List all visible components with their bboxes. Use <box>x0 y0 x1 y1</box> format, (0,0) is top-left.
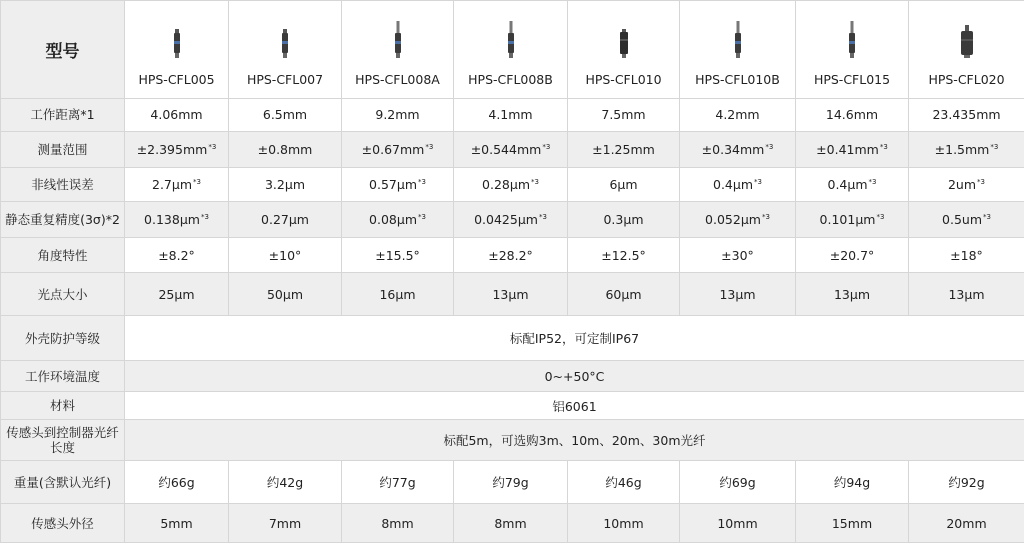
cell-value: 13μm <box>719 286 756 302</box>
table-cell <box>125 461 229 504</box>
footnote-mark: *3 <box>538 212 547 221</box>
table-cell <box>342 202 454 238</box>
model-header-hps-cfl010b <box>680 1 796 99</box>
table-cell <box>342 168 454 202</box>
cell-value: ±0.34mm <box>701 142 765 157</box>
table-cell <box>568 168 680 202</box>
table-cell <box>568 461 680 504</box>
cell-value: ±10° <box>268 247 302 263</box>
table-cell <box>229 131 342 168</box>
probe-thick-icon <box>618 29 630 62</box>
table-cell <box>796 168 909 202</box>
table-cell <box>454 504 568 543</box>
table-cell <box>342 237 454 273</box>
cell-value: 13μm <box>948 286 985 302</box>
cell-value: 14.6mm <box>825 107 879 123</box>
table-cell <box>796 237 909 273</box>
cell-value: 10mm <box>717 515 758 531</box>
table-cell <box>568 98 680 131</box>
probe-long-icon <box>506 21 516 62</box>
model-name: HPS-CFL020 <box>928 72 1005 88</box>
table-cell <box>568 131 680 168</box>
cell-value: ±2.395mm <box>136 142 208 157</box>
table-cell <box>568 202 680 238</box>
table-cell <box>909 504 1024 543</box>
footnote-mark: *3 <box>754 178 762 187</box>
table-cell <box>909 131 1024 168</box>
table-cell <box>680 202 796 238</box>
row-label: 测量范围 <box>1 131 125 168</box>
table-row <box>1 316 1024 361</box>
model-name: HPS-CFL010 <box>585 72 662 88</box>
cell-value: ±8.2° <box>158 247 195 263</box>
footnote-mark: *3 <box>200 212 209 221</box>
table-cell <box>229 504 342 543</box>
cell-value: 20mm <box>946 515 987 531</box>
merged-cell: 铝6061 <box>125 391 1024 420</box>
table-cell <box>909 98 1024 131</box>
footnote-mark: *3 <box>542 143 551 151</box>
cell-value: ±30° <box>721 247 754 263</box>
model-header-hps-cfl007 <box>229 1 342 99</box>
table-row <box>1 202 1024 238</box>
table-cell <box>229 237 342 273</box>
cell-value: 6μm <box>609 177 638 193</box>
probe-wide-icon <box>959 25 975 62</box>
model-header-hps-cfl020 <box>909 1 1024 99</box>
cell-value: 3.2μm <box>264 177 305 193</box>
footnote-mark: *3 <box>208 143 217 151</box>
cell-value: 10mm <box>603 515 644 531</box>
table-row <box>1 391 1024 420</box>
table-cell <box>680 273 796 316</box>
corner-label: 型号 <box>1 1 125 99</box>
cell-value: 9.2mm <box>375 107 420 123</box>
cell-value: 13μm <box>833 286 871 302</box>
model-header-hps-cfl010 <box>568 1 680 99</box>
merged-cell: 0~+50°C <box>125 361 1024 392</box>
model-name: HPS-CFL010B <box>695 72 780 88</box>
cell-value: 约79g <box>492 475 529 491</box>
cell-value: 约69g <box>719 475 756 491</box>
table-cell <box>680 168 796 202</box>
table-cell <box>909 273 1024 316</box>
cell-value: ±1.25mm <box>592 142 655 157</box>
cell-value: 6.5mm <box>262 107 308 123</box>
footnote-mark: *3 <box>876 212 885 221</box>
cell-value: 8mm <box>381 515 414 531</box>
cell-value: 0.4μm <box>827 177 868 193</box>
row-label: 光点大小 <box>1 273 125 316</box>
model-name: HPS-CFL008B <box>468 72 553 88</box>
cell-value: 4.2mm <box>715 107 760 123</box>
table-cell <box>229 202 342 238</box>
model-name: HPS-CFL015 <box>813 72 891 88</box>
cell-value: ±0.41mm <box>816 142 879 157</box>
table-cell <box>454 237 568 273</box>
table-cell <box>125 168 229 202</box>
row-label: 重量(含默认光纤) <box>1 461 125 504</box>
footnote-mark: *3 <box>761 212 770 221</box>
table-cell <box>796 202 909 238</box>
footnote-mark: *3 <box>418 178 426 187</box>
cell-value: 0.4μm <box>713 177 754 193</box>
footnote-mark: *3 <box>983 212 991 221</box>
probe-slim-icon <box>280 29 290 62</box>
cell-value: 5mm <box>160 515 193 531</box>
cell-value: 16μm <box>379 286 416 302</box>
table-cell <box>796 98 909 131</box>
table-cell <box>125 237 229 273</box>
table-cell <box>229 461 342 504</box>
cell-value: 0.0425μm <box>474 211 538 227</box>
model-header-hps-cfl015 <box>796 1 909 99</box>
model-name: HPS-CFL005 <box>138 72 215 88</box>
footnote-mark: *3 <box>425 143 434 151</box>
row-label: 工作距离*1 <box>1 98 125 131</box>
cell-value: ±0.67mm <box>361 142 425 157</box>
cell-value: 约94g <box>833 475 871 491</box>
table-cell <box>680 461 796 504</box>
row-label: 材料 <box>1 391 125 420</box>
table-cell <box>342 461 454 504</box>
footnote-mark: *3 <box>418 212 426 221</box>
cell-value: 7.5mm <box>601 107 646 123</box>
table-row <box>1 131 1024 168</box>
row-label: 外壳防护等级 <box>1 316 125 361</box>
cell-value: ±0.544mm <box>470 142 542 157</box>
model-header-hps-cfl008a <box>342 1 454 99</box>
table-cell <box>125 131 229 168</box>
table-cell <box>568 504 680 543</box>
cell-value: ±15.5° <box>375 247 420 263</box>
table-cell <box>454 461 568 504</box>
footnote-mark: *3 <box>531 178 539 187</box>
cell-value: 约42g <box>266 475 304 491</box>
cell-value: ±18° <box>950 247 983 263</box>
cell-value: 0.28μm <box>482 177 530 193</box>
cell-value: 0.3μm <box>603 211 644 227</box>
table-cell <box>342 273 454 316</box>
cell-value: 0.27μm <box>261 211 309 227</box>
model-name: HPS-CFL008A <box>355 72 440 88</box>
table-cell <box>909 168 1024 202</box>
cell-value: 50μm <box>266 286 304 302</box>
cell-value: ±12.5° <box>601 247 646 263</box>
probe-slim-icon <box>172 29 182 62</box>
cell-value: 0.5um <box>942 211 982 227</box>
row-label: 角度特性 <box>1 237 125 273</box>
cell-value: 0.08μm <box>369 211 417 227</box>
table-cell <box>125 202 229 238</box>
table-row <box>1 461 1024 504</box>
table-cell <box>568 273 680 316</box>
probe-long-icon <box>733 21 743 62</box>
table-row <box>1 168 1024 202</box>
table-cell <box>909 237 1024 273</box>
table-cell <box>796 504 909 543</box>
cell-value: 8mm <box>494 515 527 531</box>
table-cell <box>454 273 568 316</box>
cell-value: 约77g <box>379 475 416 491</box>
probe-long-icon <box>847 21 857 62</box>
cell-value: 2.7μm <box>152 177 193 193</box>
cell-value: 0.57μm <box>369 177 417 193</box>
row-label: 非线性误差 <box>1 168 125 202</box>
table-cell <box>796 131 909 168</box>
cell-value: 约92g <box>948 475 985 491</box>
cell-value: 约46g <box>605 475 642 491</box>
header-row <box>1 1 1024 99</box>
table-cell <box>680 504 796 543</box>
table-row <box>1 98 1024 131</box>
table-row <box>1 237 1024 273</box>
cell-value: 13μm <box>492 286 529 302</box>
table-cell <box>454 202 568 238</box>
table-cell <box>454 131 568 168</box>
cell-value: ±0.8mm <box>257 142 313 157</box>
table-cell <box>796 273 909 316</box>
table-cell <box>229 168 342 202</box>
table-cell <box>342 504 454 543</box>
probe-long-icon <box>393 21 403 62</box>
cell-value: 15mm <box>831 515 873 531</box>
table-cell <box>125 273 229 316</box>
footnote-mark: *3 <box>879 143 888 151</box>
cell-value: 7mm <box>268 515 302 531</box>
merged-cell: 标配IP52，可定制IP67 <box>125 316 1024 361</box>
cell-value: 4.1mm <box>488 107 533 123</box>
row-label: 传感头外径 <box>1 504 125 543</box>
model-header-hps-cfl005 <box>125 1 229 99</box>
footnote-mark: *3 <box>977 178 986 187</box>
row-label: 静态重复精度(3σ)*2 <box>1 202 125 238</box>
cell-value: ±20.7° <box>829 247 875 263</box>
table-row <box>1 420 1024 461</box>
cell-value: ±28.2° <box>488 247 533 263</box>
cell-value: 2um <box>947 177 977 193</box>
footnote-mark: *3 <box>193 178 201 187</box>
table-row <box>1 361 1024 392</box>
table-cell <box>909 461 1024 504</box>
table-cell <box>568 237 680 273</box>
model-name: HPS-CFL007 <box>246 72 324 88</box>
table-cell <box>229 98 342 131</box>
cell-value: ±1.5mm <box>934 142 990 157</box>
table-cell <box>125 98 229 131</box>
footnote-mark: *3 <box>868 178 877 187</box>
cell-value: 4.06mm <box>150 107 203 123</box>
model-header-hps-cfl008b <box>454 1 568 99</box>
cell-value: 约66g <box>158 475 195 491</box>
table-cell <box>342 131 454 168</box>
table-cell <box>342 98 454 131</box>
cell-value: 0.138μm <box>144 211 200 227</box>
table-cell <box>454 98 568 131</box>
row-label: 传感头到控制器光纤长度 <box>1 420 125 461</box>
row-label: 工作环境温度 <box>1 361 125 392</box>
table-cell <box>680 237 796 273</box>
cell-value: 0.101μm <box>819 211 876 227</box>
table-cell <box>909 202 1024 238</box>
cell-value: 0.052μm <box>705 211 761 227</box>
table-cell <box>796 461 909 504</box>
table-cell <box>229 273 342 316</box>
table-row <box>1 273 1024 316</box>
footnote-mark: *3 <box>990 143 999 151</box>
cell-value: 23.435mm <box>932 107 1001 123</box>
merged-cell: 标配5m，可选购3m、10m、20m、30m光纤 <box>125 420 1024 461</box>
table-cell <box>680 98 796 131</box>
table-row <box>1 504 1024 543</box>
cell-value: 60μm <box>605 286 642 302</box>
footnote-mark: *3 <box>765 143 774 151</box>
cell-value: 25μm <box>158 286 195 302</box>
table-cell <box>125 504 229 543</box>
table-cell <box>454 168 568 202</box>
table-cell <box>680 131 796 168</box>
